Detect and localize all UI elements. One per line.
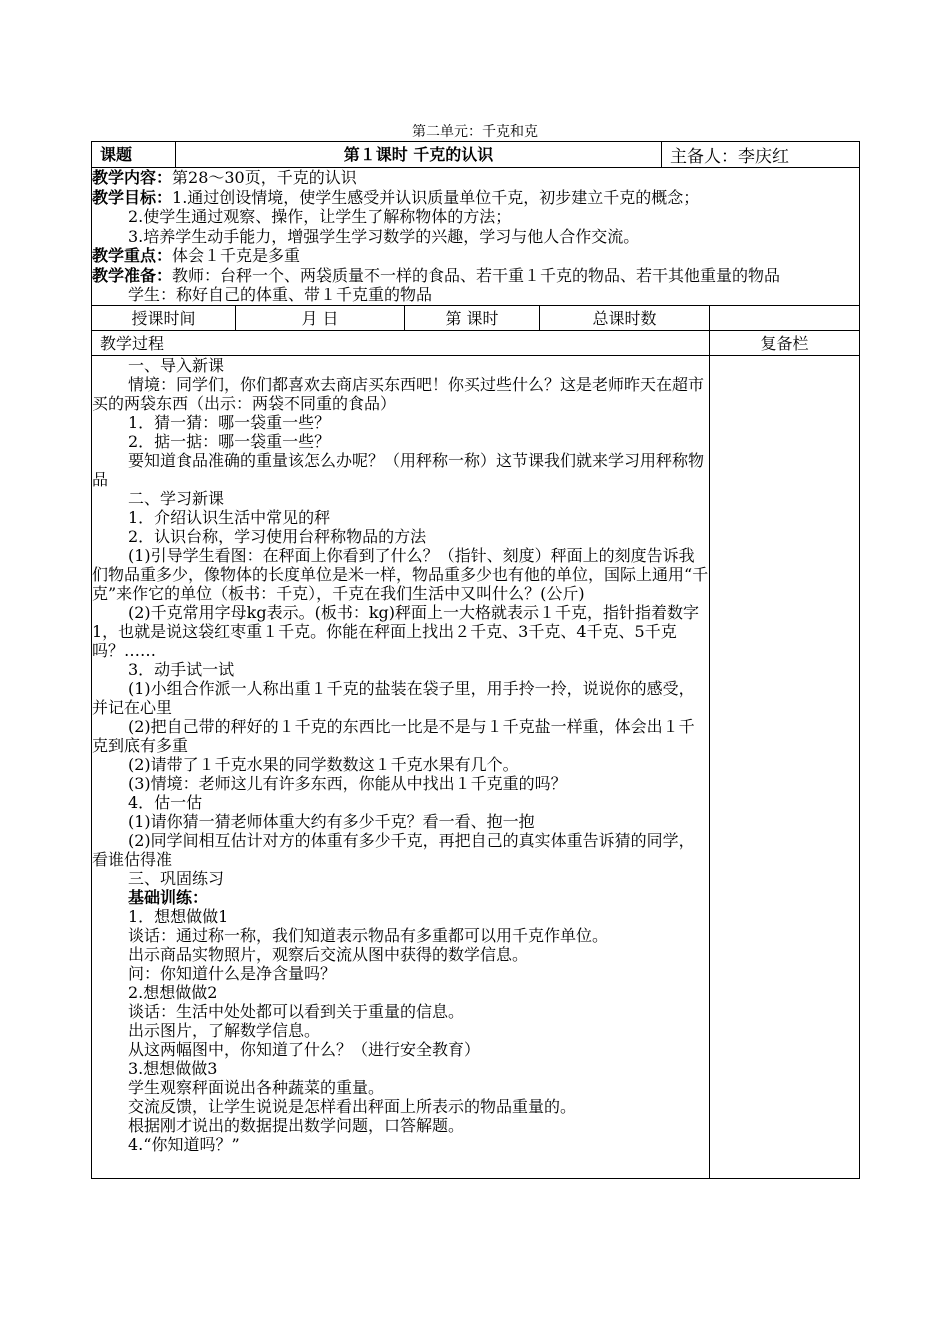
header-row: [92, 142, 860, 168]
focus-label: 教学重点：: [92, 246, 173, 265]
section-new-lesson: 二、学习新课: [128, 488, 225, 508]
section-intro: 一、导入新课: [128, 355, 225, 375]
body-line: 谈话：生活中处处都可以看到关于重量的信息。: [128, 1001, 465, 1021]
body-line: (1)引导学生看图：在秤面上你看到了什么？（指针、刻度）秤面上的刻度告诉我们物品重多少，像物体的长度单位是米一样，物品重多少也有他的单位，国际上通用“千克”来作它的单位（板书：千克），千克在我们生活中又叫什么？(公斤): [92, 545, 709, 603]
prep-students: 学生：称好自己的体重、带１千克重的物品: [128, 285, 433, 304]
content-text: 第28～30页，千克的认识: [172, 168, 357, 187]
body-line: 根据刚才说出的数据提出数学问题，口答解题。: [128, 1115, 465, 1135]
process-content: [92, 355, 710, 1178]
goal-1: 1.通过创设情境，使学生感受并认识质量单位千克，初步建立千克的概念；: [172, 187, 700, 207]
time-row: [92, 305, 860, 330]
goal-3: 3.培养学生动手能力，增强学生学习数学的兴趣，学习与他人合作交流。: [128, 226, 640, 246]
section-practice: 三、巩固练习: [128, 868, 225, 888]
prep-text: 教师：台秤一个、两袋质量不一样的食品、若干重１千克的物品、若干其他重量的物品: [172, 265, 781, 285]
body-line: 3.想想做做3: [128, 1058, 218, 1078]
body-line: (1)小组合作派一人称出重１千克的盐装在袋子里，用手拎一拎，说说你的感受，并记在心里: [92, 678, 695, 717]
lesson-plan-table: [91, 141, 860, 1179]
body-line: 2．掂一掂：哪一袋重一些？: [128, 431, 331, 451]
body-line: (2)千克常用字母kg表示。(板书：kg)秤面上一大格就表示１千克，指针指着数字1，也就是说这袋红枣重１千克。你能在秤面上找出２千克、3千克、4千克、5千克吗？……: [92, 602, 700, 660]
body-line: 3．动手试一试: [128, 659, 235, 679]
lesson-title: 第１课时 千克的认识: [176, 142, 662, 168]
time-period: 第 课时: [405, 305, 540, 330]
body-line: (3)情境：老师这儿有许多东西，你能从中找出１千克重的吗？: [128, 773, 567, 793]
basic-training-label: 基础训练：: [128, 887, 209, 907]
body-line: 1．介绍认识生活中常见的秤: [128, 507, 331, 527]
time-label: 授课时间: [92, 305, 236, 330]
process-body-row: [92, 355, 860, 1178]
body-line: (2)把自己带的秤好的１千克的东西比一比是不是与１千克盐一样重，体会出１千克到底有多重: [92, 716, 695, 755]
body-line: 交流反馈，让学生说说是怎样看出秤面上所表示的物品重量的。: [128, 1096, 577, 1116]
body-line: (2)同学间相互估计对方的体重有多少千克，再把自己的真实体重告诉猜的同学，看谁估得准: [92, 830, 695, 869]
body-line: 谈话：通过称一称，我们知道表示物品有多重都可以用千克作单位。: [128, 925, 609, 945]
body-line: 情境：同学们，你们都喜欢去商店买东西吧！你买过些什么？这是老师昨天在超市买的两袋东西（出示：两袋不同重的食品）: [92, 374, 705, 413]
goal-2: 2.使学生通过观察、操作，让学生了解称物体的方法；: [128, 207, 512, 226]
body-line: 2．认识台称，学习使用台秤称物品的方法: [128, 526, 427, 546]
lesson-info: [92, 168, 860, 306]
body-line: 1．想想做做1: [128, 906, 229, 926]
body-line: 问：你知道什么是净含量吗？: [128, 963, 337, 983]
total-periods-value: [710, 305, 860, 330]
body-line: 出示商品实物照片，观察后交流从图中获得的数学信息。: [128, 944, 529, 964]
time-date: 月 日: [236, 305, 405, 330]
preparer: 主备人：李庆红: [662, 142, 860, 168]
body-line: 4.“你知道吗？”: [128, 1134, 240, 1154]
process-label: 教学过程: [92, 330, 710, 355]
body-line: 从这两幅图中，你知道了什么？（进行安全教育）: [128, 1039, 481, 1059]
body-line: 学生观察秤面说出各种蔬菜的重量。: [128, 1077, 385, 1097]
review-column: [710, 355, 860, 1178]
body-line: 1．猜一猜：哪一袋重一些？: [128, 412, 331, 432]
body-line: 2.想想做做2: [128, 982, 218, 1002]
process-header-row: [92, 330, 860, 355]
focus-text: 体会１千克是多重: [172, 246, 301, 265]
body-line: 4．估一估: [128, 792, 203, 812]
prep-label: 教学准备：: [92, 265, 173, 285]
body-line: 要知道食品准确的重量该怎么办呢？（用秤称一称）这节课我们就来学习用秤称物品: [92, 450, 705, 489]
body-line: (2)请带了１千克水果的同学数数这１千克水果有几个。: [128, 754, 519, 774]
unit-title: 第二单元：千克和克: [412, 124, 538, 140]
review-label: 复备栏: [710, 330, 860, 355]
topic-label: 课题: [92, 142, 176, 168]
body-line: 出示图片，了解数学信息。: [128, 1020, 321, 1040]
info-row: [92, 168, 860, 306]
total-periods-label: 总课时数: [540, 305, 710, 330]
goals-label: 教学目标：: [92, 187, 173, 207]
body-line: (1)请你猜一猜老师体重大约有多少千克？看一看、抱一抱: [128, 811, 535, 831]
content-label: 教学内容：: [92, 168, 173, 187]
